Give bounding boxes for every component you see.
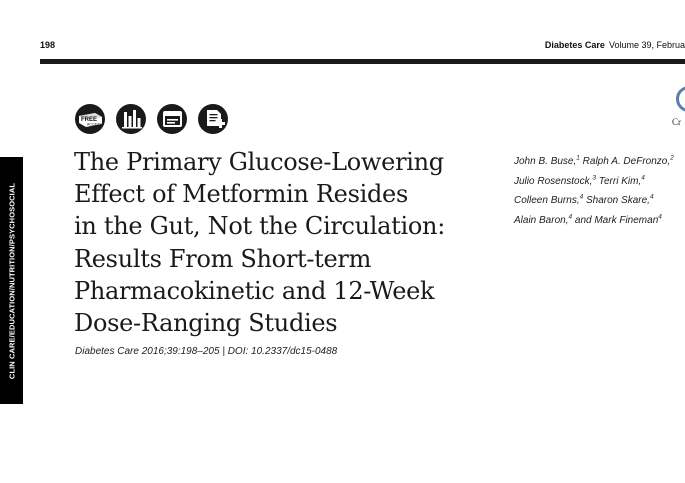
author[interactable]: and Mark Fineman$^4$ [574,213,662,226]
related-article-icon[interactable] [198,104,228,134]
title-line: Results From Short-term [74,244,372,273]
article-icons [75,104,228,134]
access-label: ACCESS [87,122,102,127]
title-line: The Primary Glucose-Lowering [74,148,444,176]
title-line: Effect of Metformin Resides [74,180,408,209]
author[interactable]: Ralph A. DeFronzo,$^2$ [582,155,674,168]
author[interactable]: Sharon Skare,$^4$ [586,194,654,207]
issue-info: Volume 39, Februa [608,40,685,50]
slideset-icon[interactable] [157,104,187,134]
author-list [514,151,674,229]
citation: Diabetes Care 2016;39:198–205 | DOI: 10.2337/dc15-0488 [75,346,338,357]
author[interactable]: Colleen Burns,$^4$ [514,194,584,207]
header-rule [40,59,685,64]
running-header [545,40,685,50]
journal-name: Diabetes Care [544,40,605,50]
author[interactable]: Terri Kim,$^4$ [598,174,645,187]
title-line: Dose-Ranging Studies [74,309,338,338]
section-label: CLIN CARE/EDUCATION/NUTRITION/PSYCHOSOCIAL [7,182,16,379]
author[interactable]: Julio Rosenstock,$^3$ [514,174,596,187]
free-access-icon[interactable] [75,104,105,134]
article-title [74,146,494,339]
crossmark-label: Cr [672,117,681,127]
title-line: in the Gut, Not the Circulation: [74,212,445,241]
title-line: Pharmacokinetic and 12-Week [74,276,435,305]
author[interactable]: John B. Buse,$^1$ [514,155,580,168]
crossmark-icon[interactable] [676,86,685,112]
page-number: 198 [40,40,56,50]
author[interactable]: Alain Baron,$^4$ [514,213,573,226]
data-supplement-icon[interactable] [116,104,146,134]
free-label: FREE [81,117,98,123]
section-side-tab [0,157,23,404]
